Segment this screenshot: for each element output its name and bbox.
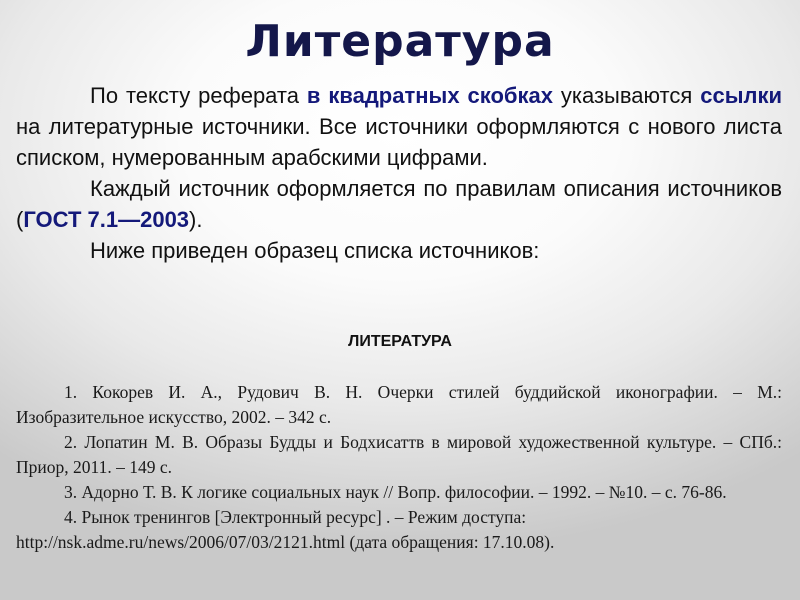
paragraph-text: По тексту реферата [90,83,307,108]
highlight-gost: ГОСТ 7.1—2003 [23,207,190,232]
highlight-links: ссылки [700,83,782,108]
body-text [16,80,782,266]
highlight-square-brackets: в квадратных скобках [306,83,553,108]
reference-list-heading: ЛИТЕРАТУРА [348,333,452,350]
paragraph-text: Каждый источник оформляется по правилам описания источников ( [16,176,782,232]
paragraph-text: Ниже приведен образец списка источников: [90,238,540,263]
paragraph-sample-intro [16,235,782,266]
paragraph-text: ). [189,207,203,232]
reference-item: 4. Рынок тренингов [Электронный ресурс] . – Режим доступа: http://nsk.adme.ru/news/2006/07/03/2121.html (дата обращения: 17.10.08). [16,507,555,552]
paragraph-text: на литературные источники. Все источники оформляются с нового листа списком, нумерованным арабскими цифрами. [16,114,782,170]
reference-item: 2. Лопатин М. В. Образы Будды и Бодхисаттв в мировой художественной культуре. – СПб.: Приор, 2011. – 149 с. [16,432,782,477]
paragraph-text: указываются [552,83,701,108]
paragraph-gost [16,173,782,235]
reference-list [16,380,782,555]
paragraph-citations [16,80,782,173]
reference-item: 1. Кокорев И. А., Рудович В. Н. Очерки стилей буддийской иконографии. – М.: Изобразительное искусство, 2002. – 342 с. [16,382,782,427]
slide-title: Литература [245,16,555,67]
reference-item: 3. Адорно Т. В. К логике социальных наук // Вопр. философии. – 1992. – №10. – с. 76-86. [64,482,727,502]
